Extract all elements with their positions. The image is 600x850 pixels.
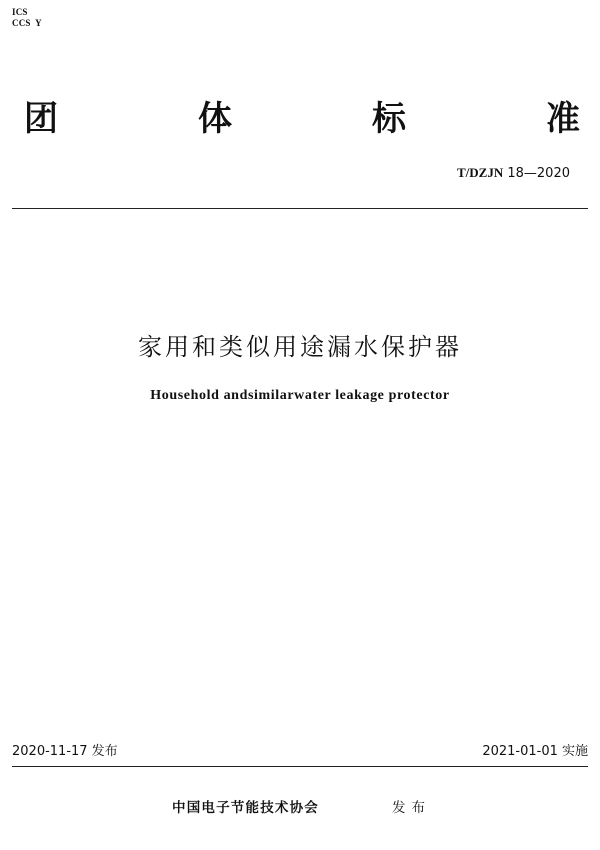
standard-type-char: 准 (546, 99, 580, 139)
classification-codes (12, 7, 42, 29)
standard-type-char: 标 (372, 99, 406, 139)
standard-type-char: 团 (24, 99, 58, 139)
publish-label: 发布 (392, 800, 431, 816)
standard-type-title (24, 96, 580, 142)
top-divider (12, 208, 588, 209)
implementation-date: 2021-01-01 实施 (482, 744, 588, 759)
document-title-chinese: 家用和类似用途漏水保护器 (138, 333, 462, 361)
issue-date: 2020-11-17 发布 (12, 744, 118, 759)
standard-type-char: 体 (198, 99, 232, 139)
ics-code: ICS (12, 7, 28, 17)
standard-number (457, 164, 570, 183)
ccs-code: CCS Y (12, 18, 42, 28)
publisher-name: 中国电子节能技术协会 (172, 800, 319, 816)
standard-code: T/DZJN (457, 165, 504, 180)
bottom-divider (12, 766, 588, 767)
standard-number-year: 18—2020 (503, 166, 570, 181)
document-title-english: Household andsimilarwater leakage protector (150, 388, 450, 403)
